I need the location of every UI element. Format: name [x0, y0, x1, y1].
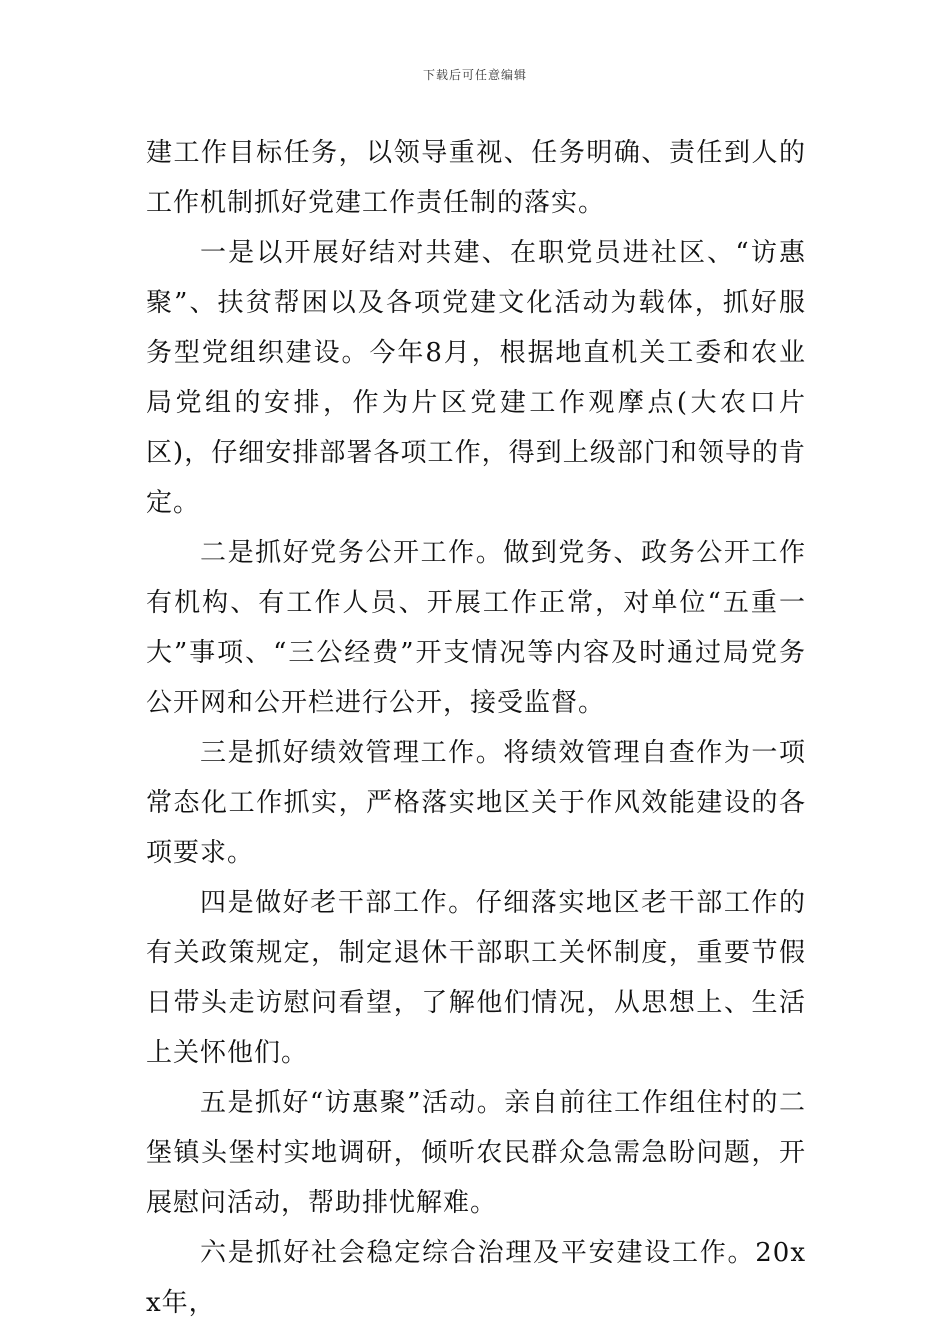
paragraph-item-5: 五是抓好“访惠聚”活动。亲自前往工作组住村的二堡镇头堡村实地调研，倾听农民群众急需急盼问题，开展慰问活动，帮助排忧解难。 — [146, 1088, 806, 1218]
paragraph-item-2: 二是抓好党务公开工作。做到党务、政务公开工作有机构、有工作人员、开展工作正常，对单位“五重一大”事项、“三公经费”开支情况等内容及时通过局党务公开网和公开栏进行公开，接受监督。 — [146, 538, 806, 718]
paragraph-item-1: 一是以开展好结对共建、在职党员进社区、“访惠聚”、扶贫帮困以及各项党建文化活动为载体，抓好服务型党组织建设。今年8月，根据地直机关工委和农业局党组的安排，作为片区党建工作观摩点(大农口片区)，仔细安排部署各项工作，得到上级部门和领导的肯定。 — [146, 238, 806, 518]
document-body — [146, 128, 806, 1328]
page-header-note: 下载后可任意编辑 — [422, 68, 527, 82]
paragraph-item-4: 四是做好老干部工作。仔细落实地区老干部工作的有关政策规定，制定退休干部职工关怀制度，重要节假日带头走访慰问看望，了解他们情况，从思想上、生活上关怀他们。 — [146, 888, 806, 1068]
paragraph-item-3: 三是抓好绩效管理工作。将绩效管理自查作为一项常态化工作抓实，严格落实地区关于作风效能建设的各项要求。 — [146, 738, 806, 868]
paragraph-continuation: 建工作目标任务，以领导重视、任务明确、责任到人的工作机制抓好党建工作责任制的落实。 — [146, 138, 806, 218]
paragraph-item-6: 六是抓好社会稳定综合治理及平安建设工作。20xx年， — [146, 1238, 806, 1318]
